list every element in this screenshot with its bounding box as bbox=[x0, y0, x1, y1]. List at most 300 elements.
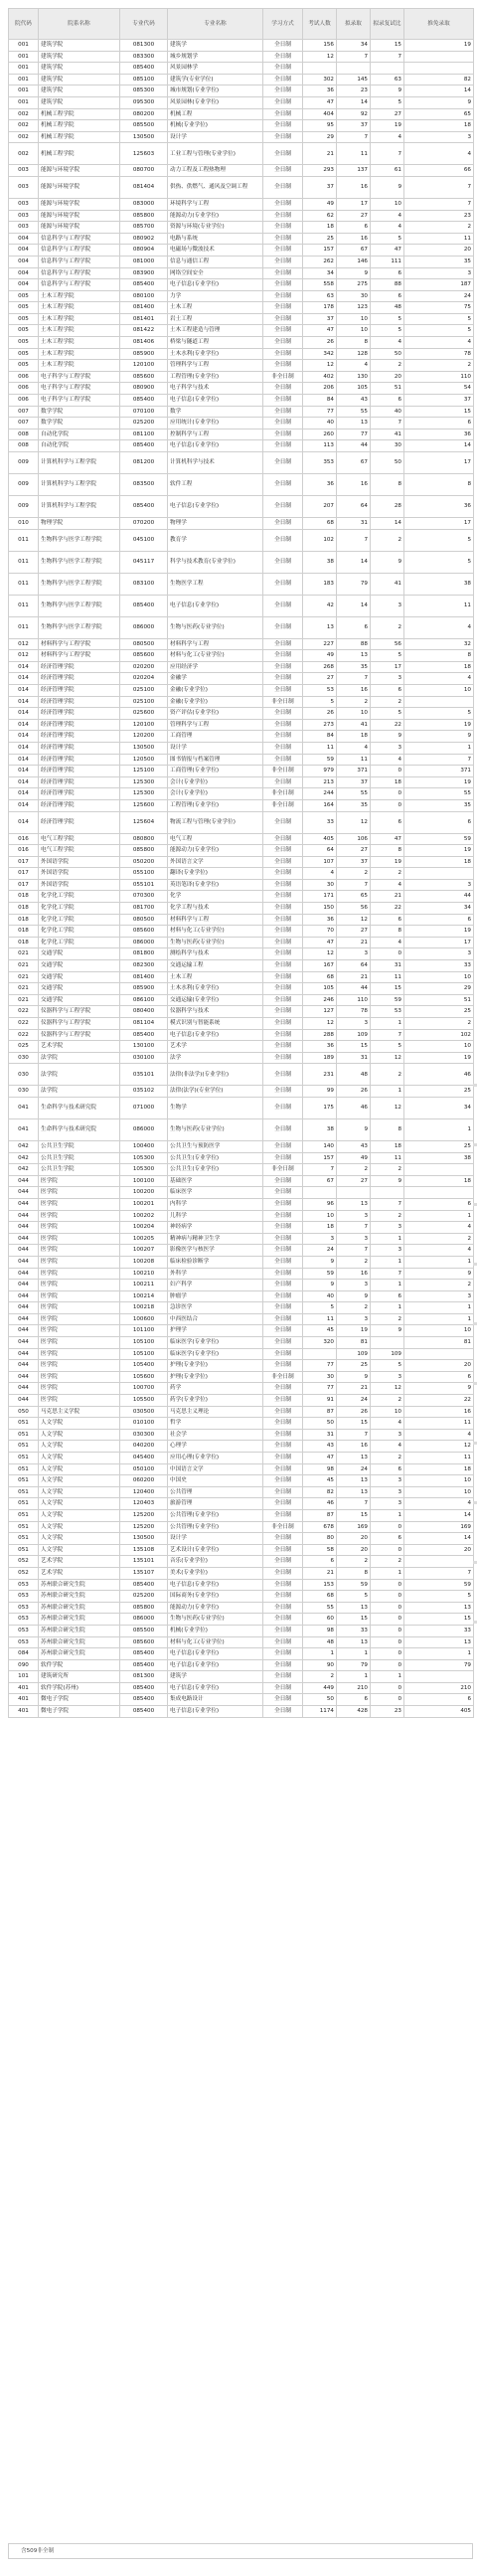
table-cell: 全日制 bbox=[263, 673, 303, 685]
table-cell: 6 bbox=[404, 811, 474, 833]
table-cell: 3 bbox=[371, 1429, 404, 1441]
table-cell: 025200 bbox=[120, 418, 168, 429]
table-cell: 医学院 bbox=[39, 1302, 120, 1314]
table-cell: 135108 bbox=[120, 1544, 168, 1556]
table-row bbox=[9, 1268, 474, 1280]
table-cell: 6 bbox=[404, 914, 474, 926]
table-cell: 085900 bbox=[120, 348, 168, 360]
table-row bbox=[9, 86, 474, 97]
table-cell: 125603 bbox=[120, 143, 168, 165]
table-cell: 6 bbox=[404, 1694, 474, 1706]
table-cell: 6 bbox=[337, 222, 371, 234]
table-cell: 13 bbox=[303, 616, 337, 638]
table-row bbox=[9, 1029, 474, 1041]
table-cell: 动力工程及工程热物理 bbox=[168, 165, 263, 177]
table-cell: 085800 bbox=[120, 1602, 168, 1614]
table-cell: 31 bbox=[303, 1429, 337, 1441]
scroll-tick bbox=[473, 1084, 477, 1087]
table-cell: 67 bbox=[337, 245, 371, 257]
table-cell: 012 bbox=[9, 638, 39, 650]
table-cell: 3 bbox=[371, 673, 404, 685]
table-cell: 401 bbox=[9, 1682, 39, 1694]
table-cell: 全日制 bbox=[263, 1591, 303, 1603]
table-cell: 011 bbox=[9, 595, 39, 616]
table-cell: 土木工程建造与管理 bbox=[168, 325, 263, 337]
table-cell: 8 bbox=[404, 474, 474, 496]
table-cell: 19 bbox=[337, 1325, 371, 1337]
table-cell bbox=[337, 63, 371, 75]
table-cell: 交通运输工程 bbox=[168, 960, 263, 972]
table-cell: 0 bbox=[371, 1648, 404, 1660]
table-cell: 生物科学与医学工程学院 bbox=[39, 551, 120, 573]
table-cell: 10 bbox=[303, 1210, 337, 1222]
table-cell: 会计(专业学位) bbox=[168, 788, 263, 800]
table-cell: 化学化工学院 bbox=[39, 937, 120, 948]
table-cell: 22 bbox=[404, 1395, 474, 1407]
table-cell: 82 bbox=[303, 1486, 337, 1498]
table-cell: 21 bbox=[337, 971, 371, 983]
table-row bbox=[9, 766, 474, 777]
table-cell: 全日制 bbox=[263, 891, 303, 903]
table-row bbox=[9, 879, 474, 891]
table-cell: 电子信息(专业学位) bbox=[168, 1682, 263, 1694]
table-cell: 7 bbox=[337, 529, 371, 551]
table-cell: 051 bbox=[9, 1453, 39, 1464]
table-cell: 9 bbox=[337, 1118, 371, 1140]
table-cell: 002 bbox=[9, 108, 39, 120]
table-cell: 自动化学院 bbox=[39, 440, 120, 452]
table-cell: 59 bbox=[303, 754, 337, 766]
table-cell: 4 bbox=[371, 754, 404, 766]
table-cell: 085100 bbox=[120, 74, 168, 86]
table-cell: 25 bbox=[404, 1140, 474, 1152]
table-cell: 085800 bbox=[120, 210, 168, 222]
table-cell bbox=[371, 63, 404, 75]
table-cell: 13 bbox=[337, 650, 371, 662]
table-cell: 全日制 bbox=[263, 1682, 303, 1694]
table-cell: 7 bbox=[337, 1429, 371, 1441]
table-row bbox=[9, 1671, 474, 1683]
table-cell: 005 bbox=[9, 337, 39, 349]
table-cell: 31 bbox=[337, 518, 371, 530]
table-row bbox=[9, 719, 474, 731]
table-cell: 1 bbox=[404, 742, 474, 754]
table-cell: 58 bbox=[303, 1544, 337, 1556]
table-cell: 人文学院 bbox=[39, 1498, 120, 1510]
table-cell: 8 bbox=[337, 337, 371, 349]
table-cell: 007 bbox=[9, 406, 39, 418]
table-cell: 7 bbox=[404, 176, 474, 198]
table-row bbox=[9, 1441, 474, 1453]
admission-table bbox=[8, 8, 474, 1718]
table-cell: 全日制 bbox=[263, 1302, 303, 1314]
table-cell: 55 bbox=[337, 406, 371, 418]
table-cell: 4 bbox=[303, 868, 337, 880]
table-cell: 15 bbox=[404, 406, 474, 418]
table-cell: 急诊医学 bbox=[168, 1302, 263, 1314]
table-cell: 7 bbox=[404, 754, 474, 766]
table-cell: 44 bbox=[337, 440, 371, 452]
table-cell: 2 bbox=[371, 1395, 404, 1407]
table-cell: 9 bbox=[404, 731, 474, 743]
table-cell: 022 bbox=[9, 1029, 39, 1041]
table-cell: 41 bbox=[337, 719, 371, 731]
table-cell: 051 bbox=[9, 1544, 39, 1556]
table-cell: 014 bbox=[9, 776, 39, 788]
table-cell: 37 bbox=[337, 776, 371, 788]
table-cell: 100210 bbox=[120, 1268, 168, 1280]
table-cell: 101100 bbox=[120, 1325, 168, 1337]
table-cell: 电子信息(专业学位) bbox=[168, 1706, 263, 1718]
table-cell: 18 bbox=[404, 1463, 474, 1475]
table-cell: 2 bbox=[371, 360, 404, 372]
table-cell: 建筑学院 bbox=[39, 51, 120, 63]
table-cell: 052 bbox=[9, 1556, 39, 1568]
table-cell: 6 bbox=[404, 1371, 474, 1383]
table-cell: 28 bbox=[371, 496, 404, 518]
table-cell: 005 bbox=[9, 302, 39, 314]
table-cell: 工程管理(专业学位) bbox=[168, 799, 263, 811]
table-cell: 护理(专业学位) bbox=[168, 1371, 263, 1383]
table-cell: 35 bbox=[404, 799, 474, 811]
table-cell: 全日制 bbox=[263, 120, 303, 132]
table-cell: 47 bbox=[303, 937, 337, 948]
table-cell: 5 bbox=[371, 325, 404, 337]
table-cell: 55 bbox=[404, 788, 474, 800]
table-cell bbox=[337, 1187, 371, 1199]
table-cell: 2 bbox=[337, 868, 371, 880]
table-cell: 2 bbox=[371, 1313, 404, 1325]
table-row bbox=[9, 1256, 474, 1268]
table-cell: 100201 bbox=[120, 1198, 168, 1210]
table-cell: 13 bbox=[337, 1198, 371, 1210]
table-cell: 2 bbox=[303, 1671, 337, 1683]
table-cell: 5 bbox=[371, 96, 404, 108]
table-cell: 88 bbox=[371, 279, 404, 291]
table-cell: 120100 bbox=[120, 719, 168, 731]
table-cell: 47 bbox=[371, 245, 404, 257]
table-cell: 3 bbox=[371, 1371, 404, 1383]
table-row bbox=[9, 650, 474, 662]
table-cell: 全日制 bbox=[263, 1210, 303, 1222]
table-cell: 64 bbox=[337, 960, 371, 972]
table-cell: 全日制 bbox=[263, 40, 303, 52]
table-cell: 全日制 bbox=[263, 222, 303, 234]
table-cell: 7 bbox=[371, 1198, 404, 1210]
table-cell: 7 bbox=[337, 51, 371, 63]
table-cell: 4 bbox=[404, 1222, 474, 1234]
table-cell: 人文学院 bbox=[39, 1544, 120, 1556]
table-row bbox=[9, 176, 474, 198]
table-cell: 医学院 bbox=[39, 1290, 120, 1302]
table-cell: 210 bbox=[337, 1682, 371, 1694]
table-cell: 10 bbox=[404, 1325, 474, 1337]
table-cell: 40 bbox=[371, 406, 404, 418]
table-cell: 金融学 bbox=[168, 673, 263, 685]
table-cell: 080900 bbox=[120, 383, 168, 395]
table-cell: 4 bbox=[404, 1429, 474, 1441]
table-cell: 8 bbox=[371, 926, 404, 938]
table-cell: 非全日制 bbox=[263, 1371, 303, 1383]
table-cell: 全日制 bbox=[263, 1659, 303, 1671]
table-cell: 全日制 bbox=[263, 108, 303, 120]
table-cell: 051 bbox=[9, 1533, 39, 1545]
table-cell: 23 bbox=[337, 86, 371, 97]
table-row bbox=[9, 1475, 474, 1487]
table-cell: 24 bbox=[303, 1245, 337, 1257]
table-cell: 050100 bbox=[120, 1463, 168, 1475]
table-cell: 014 bbox=[9, 661, 39, 673]
table-cell: 全日制 bbox=[263, 233, 303, 245]
table-cell: 081700 bbox=[120, 903, 168, 915]
table-cell: 能源动力(专业学位) bbox=[168, 1602, 263, 1614]
table-cell: 105100 bbox=[120, 1337, 168, 1349]
table-cell: 055101 bbox=[120, 879, 168, 891]
table-cell: 66 bbox=[404, 165, 474, 177]
table-cell: 建筑学 bbox=[168, 40, 263, 52]
table-cell: 全日制 bbox=[263, 1268, 303, 1280]
table-cell: 45 bbox=[303, 1475, 337, 1487]
table-cell: 153 bbox=[303, 1579, 337, 1591]
table-cell: 全日制 bbox=[263, 1406, 303, 1418]
table-cell: 土木工程学院 bbox=[39, 360, 120, 372]
table-cell: 工商管理 bbox=[168, 731, 263, 743]
header-code: 院代码 bbox=[9, 9, 39, 40]
table-cell: 集成电路设计 bbox=[168, 1694, 263, 1706]
table-cell: 3 bbox=[337, 1233, 371, 1245]
table-cell: 土木工程学院 bbox=[39, 337, 120, 349]
table-cell: 38 bbox=[404, 573, 474, 595]
table-cell: 0 bbox=[371, 948, 404, 960]
table-cell: 26 bbox=[303, 337, 337, 349]
table-cell: 37 bbox=[303, 176, 337, 198]
table-cell: 测绘科学与技术 bbox=[168, 948, 263, 960]
table-cell: 2 bbox=[404, 1233, 474, 1245]
table-cell: 051 bbox=[9, 1441, 39, 1453]
table-cell: 医学院 bbox=[39, 1268, 120, 1280]
table-cell: 全日制 bbox=[263, 1636, 303, 1648]
table-cell: 025200 bbox=[120, 1591, 168, 1603]
table-row bbox=[9, 1694, 474, 1706]
table-cell: 6 bbox=[371, 267, 404, 279]
table-cell: 医学院 bbox=[39, 1256, 120, 1268]
table-cell: 经济管理学院 bbox=[39, 799, 120, 811]
table-cell: 80 bbox=[303, 1533, 337, 1545]
table-row bbox=[9, 1245, 474, 1257]
table-cell: 土木工程 bbox=[168, 971, 263, 983]
table-cell: 085300 bbox=[120, 86, 168, 97]
table-cell: 全日制 bbox=[263, 971, 303, 983]
table-cell: 全日制 bbox=[263, 1694, 303, 1706]
table-cell: 1 bbox=[371, 1302, 404, 1314]
table-cell: 2 bbox=[371, 529, 404, 551]
table-cell: 全日制 bbox=[263, 1418, 303, 1430]
table-cell: 060200 bbox=[120, 1475, 168, 1487]
table-cell: 2 bbox=[337, 1256, 371, 1268]
table-cell: 9 bbox=[337, 1290, 371, 1302]
table-row bbox=[9, 348, 474, 360]
table-cell: 医学院 bbox=[39, 1222, 120, 1234]
table-cell: 1 bbox=[337, 1648, 371, 1660]
table-cell: 17 bbox=[404, 518, 474, 530]
table-cell: 41 bbox=[371, 429, 404, 440]
table-cell: 288 bbox=[303, 1029, 337, 1041]
table-cell: 资产评估(专业学位) bbox=[168, 708, 263, 720]
table-cell: 12 bbox=[337, 811, 371, 833]
table-row bbox=[9, 429, 474, 440]
table-row bbox=[9, 1097, 474, 1118]
table-cell: 37 bbox=[337, 856, 371, 868]
table-row bbox=[9, 267, 474, 279]
table-cell: 材料科学与工程 bbox=[168, 638, 263, 650]
table-cell: 3 bbox=[337, 948, 371, 960]
table-cell: 086000 bbox=[120, 616, 168, 638]
table-cell: 14 bbox=[337, 96, 371, 108]
table-cell: 软件工程 bbox=[168, 474, 263, 496]
table-cell: 010 bbox=[9, 518, 39, 530]
table-cell: 交通学院 bbox=[39, 983, 120, 995]
table-row bbox=[9, 1498, 474, 1510]
table-cell: 55 bbox=[337, 788, 371, 800]
table-cell: 0 bbox=[371, 1602, 404, 1614]
table-cell: 苏州联合研究生院 bbox=[39, 1648, 120, 1660]
table-cell: 15 bbox=[337, 1041, 371, 1053]
table-cell: 46 bbox=[337, 1097, 371, 1118]
table-cell: 0 bbox=[371, 1659, 404, 1671]
table-cell: 全日制 bbox=[263, 440, 303, 452]
table-cell: 10 bbox=[404, 684, 474, 696]
table-cell: 081401 bbox=[120, 313, 168, 325]
table-cell: 基础医学 bbox=[168, 1175, 263, 1187]
table-cell: 经济管理学院 bbox=[39, 811, 120, 833]
table-cell: 生命科学与技术研究院 bbox=[39, 1118, 120, 1140]
table-cell: 38 bbox=[303, 1118, 337, 1140]
table-cell: 1 bbox=[404, 1648, 474, 1660]
table-cell: 21 bbox=[303, 143, 337, 165]
table-cell: 24 bbox=[337, 1463, 371, 1475]
table-cell: 全日制 bbox=[263, 1625, 303, 1636]
table-cell: 3 bbox=[337, 1313, 371, 1325]
table-cell: 4 bbox=[371, 879, 404, 891]
table-row bbox=[9, 1429, 474, 1441]
table-cell: 全日制 bbox=[263, 1052, 303, 1064]
table-cell: 材料与化工(专业学位) bbox=[168, 650, 263, 662]
table-cell: 23 bbox=[404, 210, 474, 222]
table-cell: 全日制 bbox=[263, 776, 303, 788]
table-cell: 082300 bbox=[120, 960, 168, 972]
table-cell: 51 bbox=[404, 994, 474, 1006]
table-row bbox=[9, 983, 474, 995]
table-cell: 213 bbox=[303, 776, 337, 788]
table-cell: 020200 bbox=[120, 661, 168, 673]
scroll-tick bbox=[473, 1322, 477, 1325]
table-cell: 6 bbox=[371, 395, 404, 407]
table-cell: 经济管理学院 bbox=[39, 754, 120, 766]
table-cell: 全日制 bbox=[263, 1313, 303, 1325]
table-cell: 4 bbox=[371, 1418, 404, 1430]
table-cell: 3 bbox=[404, 131, 474, 143]
table-row bbox=[9, 1406, 474, 1418]
table-cell: 014 bbox=[9, 719, 39, 731]
table-cell: 计算机科学与工程学院 bbox=[39, 452, 120, 474]
table-cell: 全日制 bbox=[263, 210, 303, 222]
table-cell: 3 bbox=[404, 1290, 474, 1302]
table-cell: 62 bbox=[303, 210, 337, 222]
table-cell: 5 bbox=[404, 313, 474, 325]
table-cell: 工商管理(专业学位) bbox=[168, 766, 263, 777]
table-cell: 018 bbox=[9, 903, 39, 915]
table-cell: 405 bbox=[404, 1706, 474, 1718]
table-cell: 34 bbox=[337, 40, 371, 52]
table-row bbox=[9, 1164, 474, 1176]
table-cell: 15 bbox=[337, 1509, 371, 1521]
table-cell: 041 bbox=[9, 1097, 39, 1118]
table-cell: 003 bbox=[9, 198, 39, 210]
table-row bbox=[9, 210, 474, 222]
table-cell: 34 bbox=[404, 903, 474, 915]
table-cell: 电子信息(专业学位) bbox=[168, 1579, 263, 1591]
header-applicants: 考试人数 bbox=[303, 9, 337, 40]
table-cell: 105 bbox=[303, 983, 337, 995]
table-cell: 全日制 bbox=[263, 960, 303, 972]
table-cell: 105100 bbox=[120, 1348, 168, 1360]
table-row bbox=[9, 1636, 474, 1648]
table-cell: 全日制 bbox=[263, 63, 303, 75]
table-cell: 085400 bbox=[120, 1579, 168, 1591]
table-cell: 37 bbox=[303, 313, 337, 325]
table-cell: 042 bbox=[9, 1152, 39, 1164]
table-cell: 机械工程学院 bbox=[39, 108, 120, 120]
table-cell: 1 bbox=[404, 1256, 474, 1268]
table-cell: 全日制 bbox=[263, 198, 303, 210]
table-cell: 全日制 bbox=[263, 383, 303, 395]
table-cell: 9 bbox=[337, 1371, 371, 1383]
table-cell: 经济管理学院 bbox=[39, 742, 120, 754]
table-cell: 仪器科学与工程学院 bbox=[39, 1029, 120, 1041]
table-cell: 模式识别与智能系统 bbox=[168, 1018, 263, 1030]
table-cell: 105300 bbox=[120, 1152, 168, 1164]
table-cell: 经济管理学院 bbox=[39, 708, 120, 720]
table-cell: 044 bbox=[9, 1210, 39, 1222]
table-cell: 经济管理学院 bbox=[39, 776, 120, 788]
table-cell: 18 bbox=[371, 776, 404, 788]
table-cell: 12 bbox=[371, 1052, 404, 1064]
table-cell: 3 bbox=[371, 742, 404, 754]
table-cell: 3 bbox=[371, 1245, 404, 1257]
table-cell: 交通学院 bbox=[39, 960, 120, 972]
table-cell: 045117 bbox=[120, 551, 168, 573]
table-cell: 全日制 bbox=[263, 86, 303, 97]
table-cell: 016 bbox=[9, 845, 39, 857]
table-body bbox=[9, 40, 474, 1718]
table-cell: 080800 bbox=[120, 833, 168, 845]
table-cell: 国际商务(专业学位) bbox=[168, 1591, 263, 1603]
table-row bbox=[9, 96, 474, 108]
table-cell: 信息科学与工程学院 bbox=[39, 245, 120, 257]
table-cell: 100600 bbox=[120, 1313, 168, 1325]
table-cell: 050200 bbox=[120, 856, 168, 868]
table-cell: 2 bbox=[404, 1018, 474, 1030]
table-cell: 生物与医药(专业学位) bbox=[168, 1614, 263, 1626]
table-cell: 4 bbox=[404, 1245, 474, 1257]
table-cell: 042 bbox=[9, 1164, 39, 1176]
header-recommend: 推免录取 bbox=[404, 9, 474, 40]
table-cell: 苏州联合研究生院 bbox=[39, 1625, 120, 1636]
table-cell: 能源与环境学院 bbox=[39, 165, 120, 177]
table-row bbox=[9, 1041, 474, 1053]
table-cell: 342 bbox=[303, 348, 337, 360]
table-cell: 医学院 bbox=[39, 1360, 120, 1372]
